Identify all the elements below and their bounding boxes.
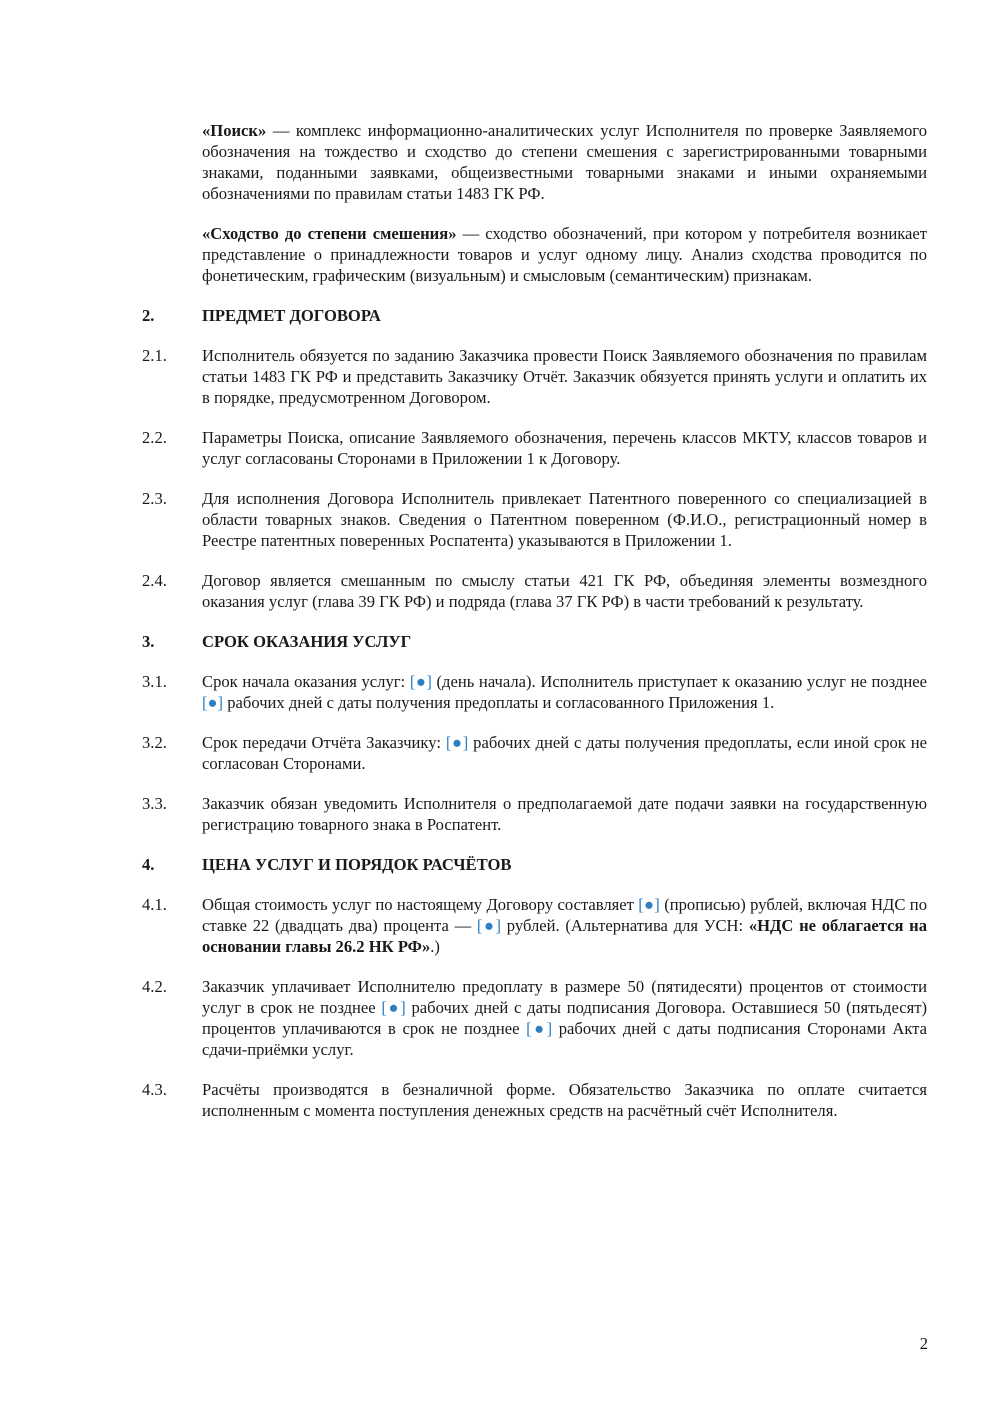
section-title: ЦЕНА УСЛУГ И ПОРЯДОК РАСЧЁТОВ [202,855,512,874]
clause-number: 2.2. [142,428,167,447]
definition-text: — сходство обозначений, при котором у потребителя возникает представление о принадлежности товаров и услуг одному лицу. Анализ сходства проводится по фонетическим, графическим (визуальным) и смысловым (семантическим) признакам. [202,224,928,285]
clause-2-2 [142,427,927,469]
section-number: 2. [142,306,155,325]
clause-text: Исполнитель обязуется по заданию Заказчика провести Поиск Заявляемого обозначения по правилам статьи 1483 ГК РФ и представить Заказчику Отчёт. Заказчик обязуется принять услуги и оплатить их в порядке, предусмотренном Договором. [202,346,927,407]
clause-text: Срок начала оказания услуг: [●] (день начала). Исполнитель приступает к оказанию услуг не позднее [●] рабочих дней с даты получения предоплаты и согласованного Приложения 1. [202,672,927,712]
section-title: СРОК ОКАЗАНИЯ УСЛУГ [202,632,412,651]
clause-number: 3.3. [142,794,167,813]
section-title: ПРЕДМЕТ ДОГОВОРА [202,306,381,325]
clause-text: Параметры Поиска, описание Заявляемого обозначения, перечень классов МКТУ, классов товаров и услуг согласованы Сторонами в Приложении 1 к Договору. [202,428,927,468]
clause-3-1 [142,671,927,713]
clause-2-4 [142,570,927,612]
definition-text: — комплекс информационно-аналитических услуг Исполнителя по проверке Заявляемого обозначения на тождество и сходство до степени смешения с зарегистрированными товарными знаками, поданными заявками, общеизвестными товарными знаками и иными охраняемыми обозначениями по правилам статьи 1483 ГК РФ. [202,121,927,203]
clause-text: Заказчик уплачивает Исполнителю предоплату в размере 50 (пятидесяти) процентов от стоимости услуг в срок не позднее [●] рабочих дней с даты подписания Договора. Оставшиеся 50 (пятьдесят) процентов уплачиваются в срок не позднее [●] рабочих дней с даты подписания Сторонами Акта сдачи-приёмки услуг. [202,977,927,1059]
placeholder-final-payment-days: [●] [526,1019,553,1038]
page-number: 2 [919,1334,928,1353]
definition-similarity [202,223,927,286]
definition-term: «Поиск» [202,121,267,140]
clause-text: Договор является смешанным по смыслу статьи 421 ГК РФ, объединяя элементы возмездного оказания услуг (глава 39 ГК РФ) и подряда (глава 37 ГК РФ) в части требований к результату. [202,571,927,611]
clause-number: 3.1. [142,672,167,691]
page-content [142,120,927,1140]
clause-text: Для исполнения Договора Исполнитель привлекает Патентного поверенного со специализацией в области товарных знаков. Сведения о Патентном поверенном (Ф.И.О., регистрационный номер в Реестре патентных поверенных Роспатента) указываются в Приложении 1. [202,489,927,550]
clause-text: Срок передачи Отчёта Заказчику: [●] рабочих дней с даты получения предоплаты, если иной срок не согласован Сторонами. [202,733,927,773]
clause-number: 4.3. [142,1080,167,1099]
definition-term: «Сходство до степени смешения» [202,224,457,243]
clause-4-2 [142,976,927,1060]
section-heading-4 [142,854,927,875]
section-heading-3 [142,631,927,652]
clause-4-3 [142,1079,927,1121]
clause-text: Общая стоимость услуг по настоящему Договору составляет [●] (прописью) рублей, включая НДС по ставке 22 (двадцать два) процента — [●] рублей. (Альтернатива для УСН: «НДС не облагается на основании главы 26.2 НК РФ».) [202,895,928,956]
clause-2-3 [142,488,927,551]
clause-number: 2.3. [142,489,167,508]
clause-number: 4.2. [142,977,167,996]
clause-2-1 [142,345,927,408]
definition-search [202,120,927,204]
clause-3-3 [142,793,927,835]
placeholder-start-day: [●] [409,672,432,691]
section-number: 3. [142,632,155,651]
clause-text: Заказчик обязан уведомить Исполнителя о предполагаемой дате подачи заявки на государственную регистрацию товарного знака в Роспатент. [202,794,927,834]
section-heading-2 [142,305,927,326]
clause-number: 4.1. [142,895,167,914]
section-number: 4. [142,855,155,874]
clause-number: 3.2. [142,733,167,752]
placeholder-start-days: [●] [202,693,224,712]
clause-text: Расчёты производятся в безналичной форме. Обязательство Заказчика по оплате считается исполненным с момента поступления денежных средств на расчётный счёт Исполнителя. [202,1080,927,1120]
placeholder-total-price: [●] [638,895,660,914]
clause-3-2 [142,732,927,774]
clause-number: 2.1. [142,346,167,365]
placeholder-vat-amount: [●] [476,916,502,935]
clause-number: 2.4. [142,571,167,590]
vat-exemption-text: «НДС не облагается на основании главы 26.2 НК РФ» [202,916,928,956]
clause-4-1 [142,894,927,957]
placeholder-report-days: [●] [445,733,469,752]
placeholder-prepayment-days: [●] [381,998,406,1017]
